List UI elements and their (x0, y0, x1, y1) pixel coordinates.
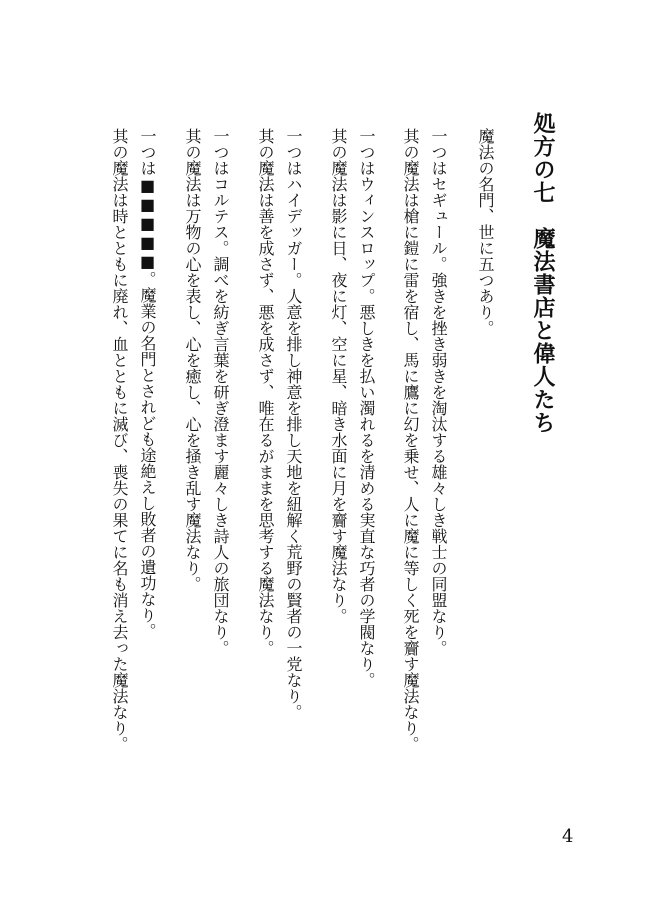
chapter-title: 処方の七 魔法書店と偉人たち (530, 112, 556, 434)
entry-2-line-2: 其の魔法は影に日、夜に灯、空に星、暗き水面に月を齎す魔法なり。 (329, 128, 348, 624)
entry-3-line-2: 其の魔法は善を成さず、悪を成さず、唯在るがままを思考する魔法なり。 (256, 128, 275, 656)
entry-4-line-2: 其の魔法は万物の心を表し、心を癒し、心を掻き乱す魔法なり。 (183, 128, 202, 592)
entry-3-line-1: 一つはハイデッガー。人意を排し神意を排し天地を紐解く荒野の賢者の一党なり。 (284, 128, 303, 720)
intro-line: 魔法の名門、世に五つあり。 (476, 128, 495, 336)
entry-4-line-1: 一つはコルテス。調べを紡ぎ言葉を研ぎ澄ます麗々しき詩人の旅団なり。 (211, 128, 230, 656)
entry-2-line-1: 一つはウィンスロップ。悪しきを払い濁れるを清める実直な巧者の学閥なり。 (357, 128, 376, 688)
entry-5-line-2: 其の魔法は時とともに廃れ、血とともに滅び、喪失の果てに名も消え去った魔法なり。 (110, 128, 129, 752)
entry-1-line-2: 其の魔法は槍に鎧に雷を宿し、馬に鷹に幻を乗せ、人に魔に等しく死を齎す魔法なり。 (401, 128, 420, 752)
entry-1-line-1: 一つはセギュール。強きを挫き弱きを淘汰する雄々しき戦士の同盟なり。 (429, 128, 448, 656)
page-number: 4 (562, 826, 574, 847)
entry-5-line-1: 一つは■■■■■。魔業の名門とされども途絶えし敗者の遺功なり。 (138, 128, 157, 639)
